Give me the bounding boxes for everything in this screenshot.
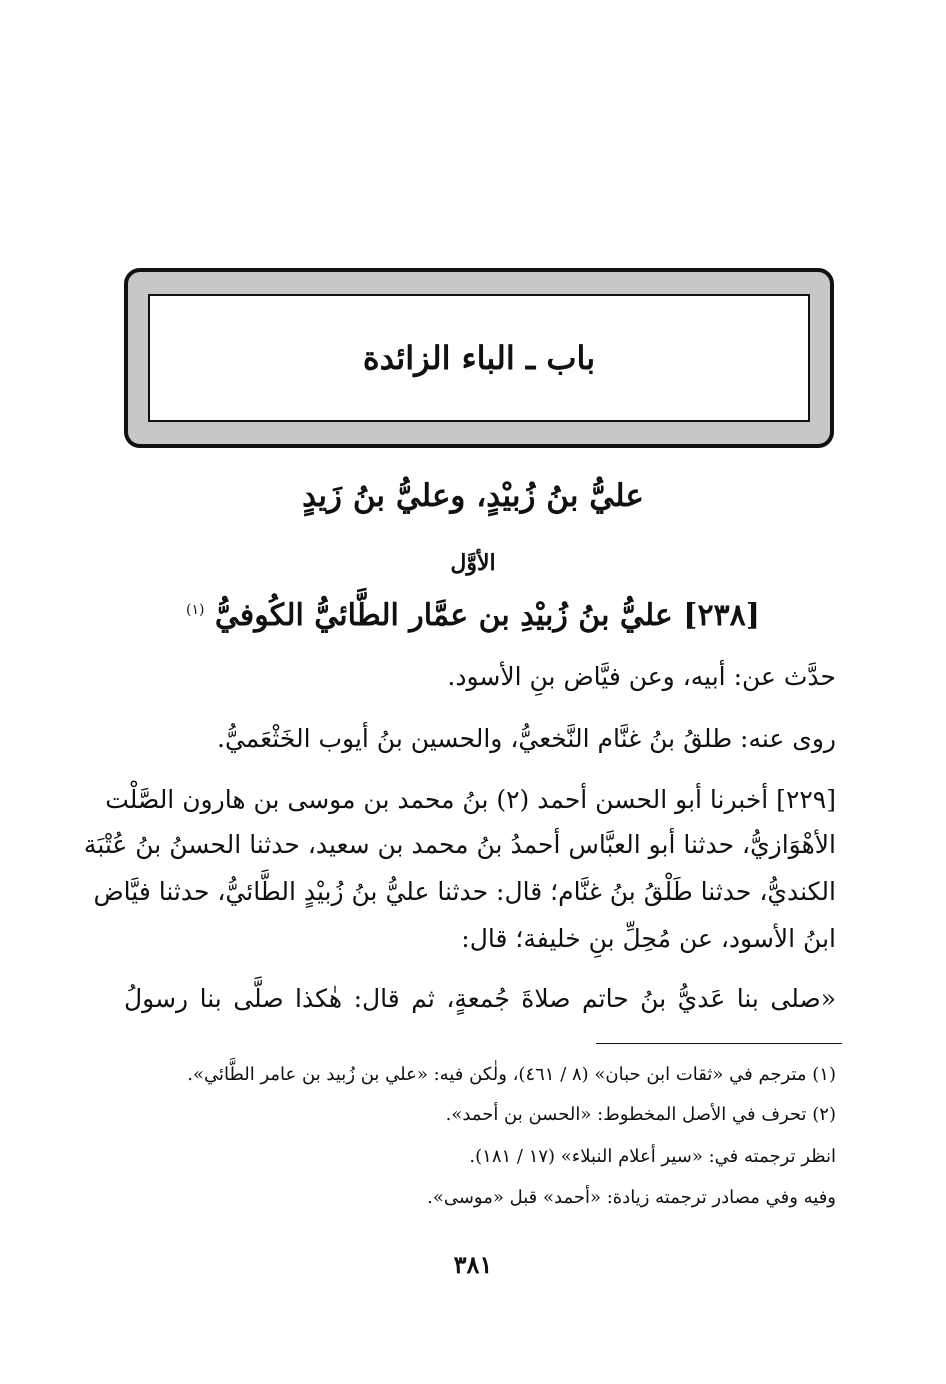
entry-title: عليُّ بنُ زُبيْدٍ، وعليُّ بنُ زَيدٍ xyxy=(302,478,644,514)
hadith-line: ابنُ الأسود، عن مُحِلِّ بنِ خليفة؛ قال: xyxy=(461,924,836,953)
person-header xyxy=(124,598,822,633)
footnote-separator xyxy=(596,1043,842,1044)
chapter-frame xyxy=(148,294,810,422)
entry-subtitle: الأوَّل xyxy=(450,550,496,576)
footnote: (١) مترجم في «ثقات ابن حبان» (٨ / ٤٦١)، ولٰكن فيه: «علي بن زُبيد بن عامر الطَّائي». xyxy=(187,1064,836,1085)
footnote: انظر ترجمته في: «سير أعلام النبلاء» (١٧ / ١٨١). xyxy=(469,1146,836,1167)
footnote: وفيه وفي مصادر ترجمته زيادة: «أحمد» قبل «موسى». xyxy=(427,1187,836,1208)
hadith-line: «صلى بنا عَديُّ بنُ حاتم صلاةَ جُمعةٍ، ثم قال: هٰكذا صلَّى بنا رسولُ xyxy=(124,984,836,1013)
hadith-line: الكنديُّ، حدثنا طَلْقُ بنُ غنَّام؛ قال: حدثنا عليُّ بنُ زُبيْدٍ الطَّائيُّ، حدثنا فيَّاض xyxy=(93,877,836,906)
chapter-title: باب ـ الباء الزائدة xyxy=(362,339,596,377)
narrated-by: روى عنه: طلقُ بنُ غنَّام النَّخعيُّ، والحسين بنُ أيوب الخَثْعَميُّ. xyxy=(217,724,836,753)
narrated-from: حدَّث عن: أبيه، وعن فيَّاض بنِ الأسود. xyxy=(447,662,836,691)
footnote: (٢) تحرف في الأصل المخطوط: «الحسن بن أحمد». xyxy=(445,1104,836,1125)
person-number: [٢٣٨] xyxy=(683,598,760,633)
person-name: عليُّ بنُ زُبيْدِ بن عمَّار الطَّائيُّ الكُوفيُّ xyxy=(214,598,673,633)
footnote-ref: (١) xyxy=(186,602,205,618)
hadith-line: [٢٢٩] أخبرنا أبو الحسن أحمد (٢) بنُ محمد بن موسى بن هارون الصَّلْت xyxy=(105,785,836,814)
page-number: ٣٨١ xyxy=(453,1250,493,1279)
hadith-line: الأهْوَازيُّ، حدثنا أبو العبَّاس أحمدُ بنُ محمد بن سعيد، حدثنا الحسنُ بنُ عُتْبَة xyxy=(83,830,836,859)
